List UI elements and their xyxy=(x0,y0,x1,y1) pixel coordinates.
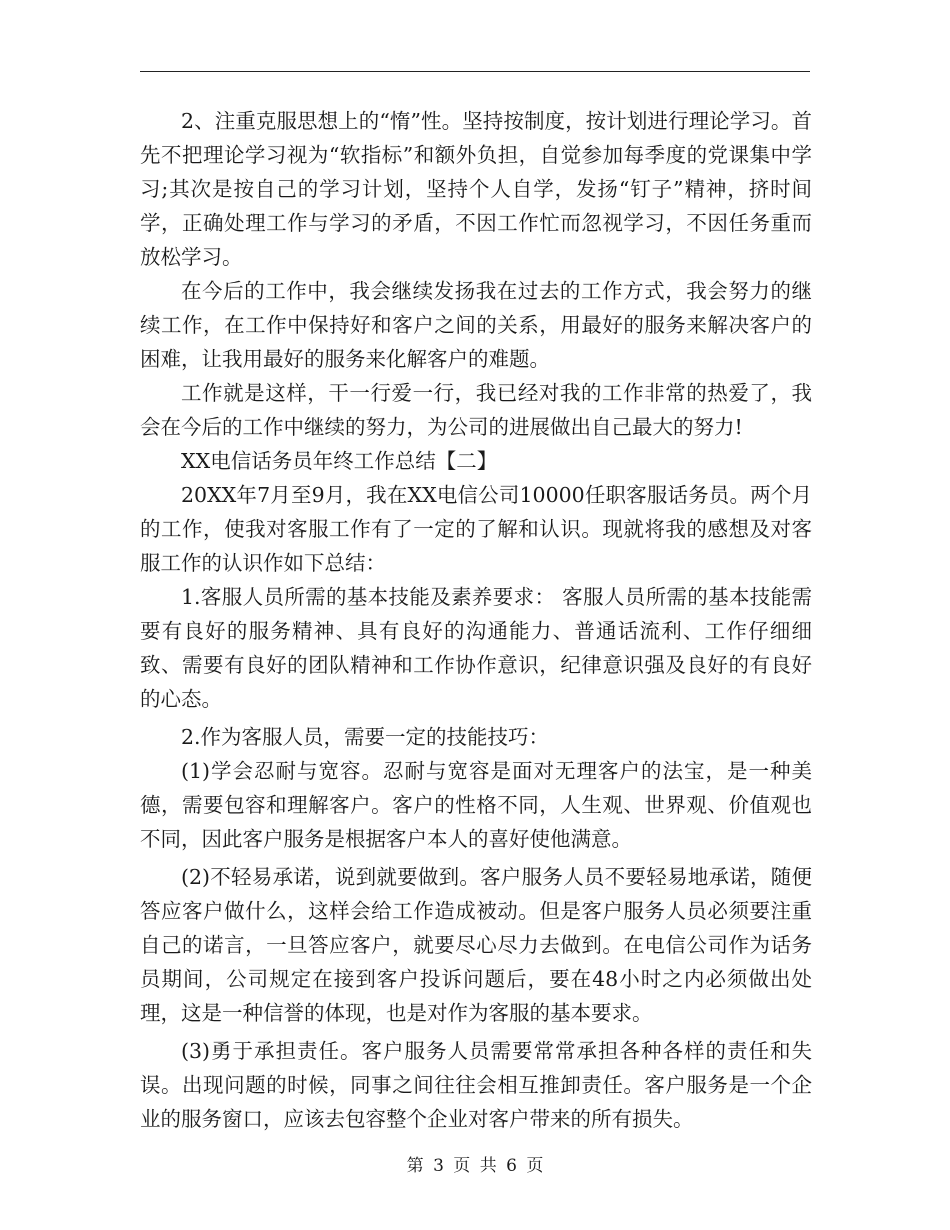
paragraph-responsibility: (3)勇于承担责任。客户服务人员需要常常承担各种各样的责任和失误。出现问题的时候，同事之间往往会相互推卸责任。客户服务是一个企业的服务窗口，应该去包容整个企业对客户带来的所有损失。 xyxy=(140,1039,812,1131)
header-rule xyxy=(140,71,810,72)
paragraph-patience: (1)学会忍耐与宽容。忍耐与宽容是面对无理客户的法宝，是一种美德，需要包容和理解客户。客户的性格不同，人生观、世界观、价值观也不同，因此客户服务是根据客户本人的喜好使他满意。 xyxy=(140,759,812,851)
paragraph-future-work: 在今后的工作中，我会继续发扬我在过去的工作方式，我会努力的继续工作，在工作中保持好和客户之间的关系，用最好的服务来解决客户的困难，让我用最好的服务来化解客户的难题。 xyxy=(140,279,812,371)
paragraph-love-work: 工作就是这样，干一行爱一行，我已经对我的工作非常的热爱了，我会在今后的工作中继续的努力，为公司的进展做出自己最大的努力! xyxy=(140,381,812,439)
section-heading: XX电信话务员年终工作总结【二】 xyxy=(181,449,498,473)
page-number: 第 3 页 共 6 页 xyxy=(406,1156,544,1176)
paragraph-skills-heading: 2.作为客服人员，需要一定的技能技巧： xyxy=(181,725,550,749)
paragraph-basic-skills: 1.客服人员所需的基本技能及素养要求： 客服人员所需的基本技能需要有良好的服务精神、具有良好的沟通能力、普通话流利、工作仔细细致、需要有良好的团队精神和工作协作意识，纪律意识强及良好的有良好的心态。 xyxy=(140,585,812,711)
paragraph-promise: (2)不轻易承诺，说到就要做到。客户服务人员不要轻易地承诺，随便答应客户做什么，这样会给工作造成被动。但是客户服务人员必须要注重自己的诺言，一旦答应客户，就要尽心尽力去做到。在电信公司作为话务员期间，公司规定在接到客户投诉问题后，要在48小时之内必须做出处理，这是一种信誉的体现，也是对作为客服的基本要求。 xyxy=(140,865,812,1025)
paragraph-study-laziness: 2、注重克服思想上的“惰”性。坚持按制度，按计划进行理论学习。首先不把理论学习视为“软指标”和额外负担，自觉参加每季度的党课集中学习;其次是按自己的学习计划，坚持个人自学，发扬“钉子”精神，挤时间学，正确处理工作与学习的矛盾，不因工作忙而忽视学习，不因任务重而放松学习。 xyxy=(140,109,812,269)
paragraph-intro: 20XX年7月至9月，我在XX电信公司10000任职客服话务员。两个月的工作，使我对客服工作有了一定的了解和认识。现就将我的感想及对客服工作的认识作如下总结： xyxy=(140,483,812,575)
document-body xyxy=(140,104,812,1136)
